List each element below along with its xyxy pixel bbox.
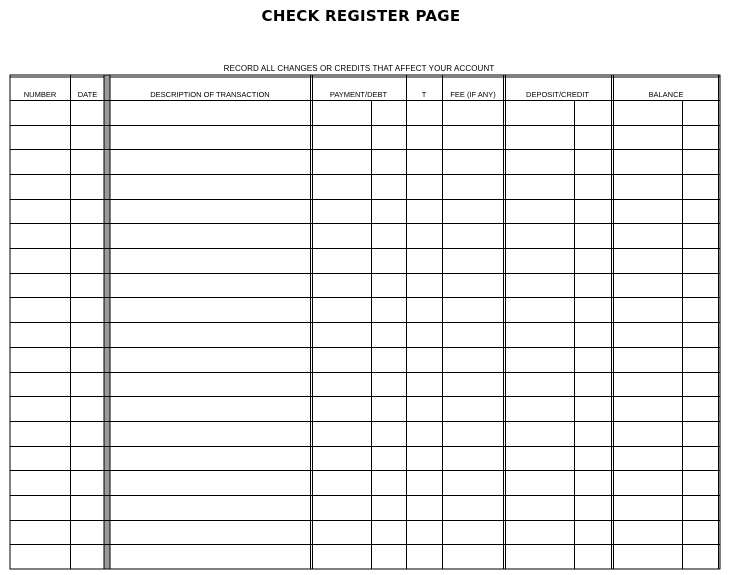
page-subtitle: RECORD ALL CHANGES OR CREDITS THAT AFFECT YOUR ACCOUNT — [223, 64, 495, 73]
header-payment: PAYMENT/DEBT — [329, 90, 388, 99]
header-date: DATE — [77, 90, 98, 99]
header-deposit: DEPOSIT/CREDIT — [526, 90, 589, 99]
header-balance: BALANCE — [648, 90, 684, 99]
table-grid — [10, 75, 720, 569]
header-description: DESCRIPTION OF TRANSACTION — [150, 90, 270, 99]
header-t: T — [421, 90, 427, 99]
page-title: CHECK REGISTER PAGE — [261, 7, 461, 25]
header-number: NUMBER — [23, 90, 57, 99]
header-fee: FEE (IF ANY) — [450, 90, 496, 99]
